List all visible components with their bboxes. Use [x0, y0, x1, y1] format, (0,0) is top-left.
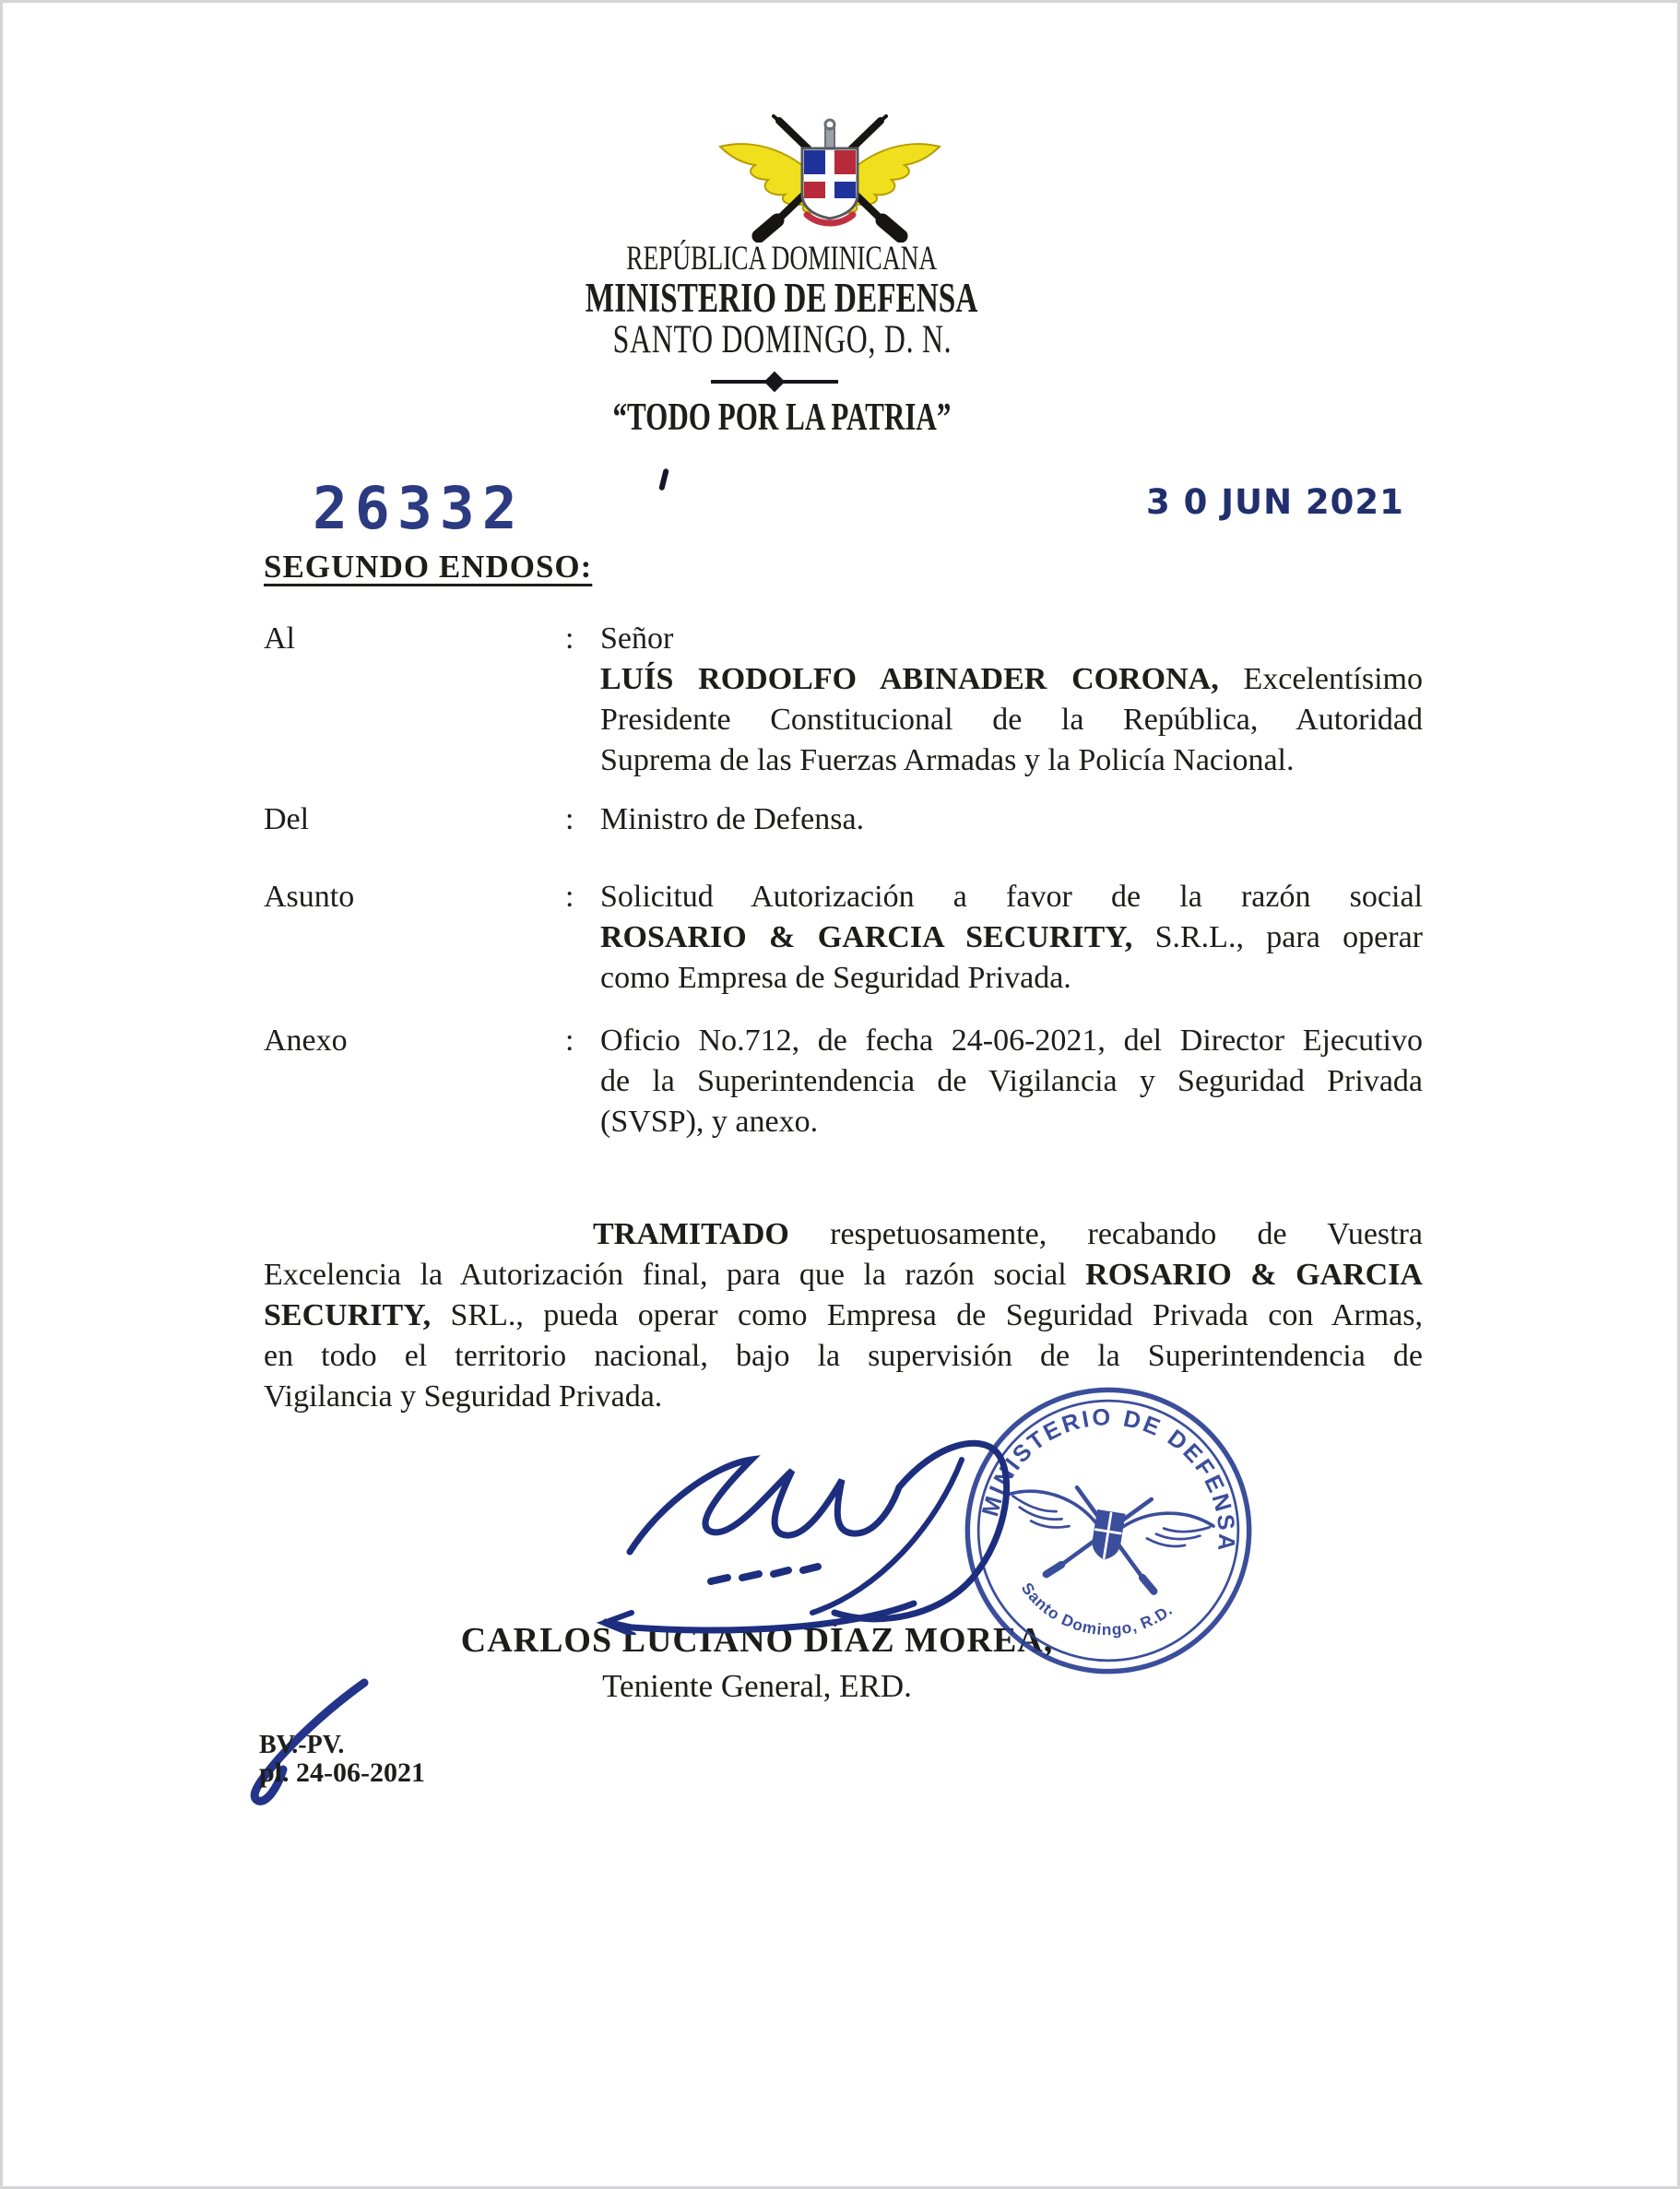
header-country [3, 239, 1561, 278]
field-anexo [264, 1021, 1423, 1142]
field-anexo-line1: Oficio No.712, de fecha 24-06-2021, del Director Ejecutivo [600, 1024, 1423, 1058]
signatory-name: CARLOS LUCIANO DÍAZ MOREA, [460, 1621, 1054, 1660]
field-asunto [264, 877, 1423, 999]
company-name-body-1: ROSARIO & GARCIA [1085, 1258, 1423, 1292]
signatory-rank: Teniente General, ERD. [602, 1668, 912, 1704]
field-asunto-line3: como Empresa de Seguridad Privada. [600, 961, 1071, 995]
field-al-label: Al [264, 621, 295, 656]
header-city [3, 317, 1561, 362]
dominican-shield-icon [802, 148, 858, 219]
seal-arc-top-label: MINISTERIO DE DEFENSA [977, 1404, 1240, 1555]
body-line3-rest: SRL., pueda operar como Empresa de Seguridad Privada con Armas, [431, 1298, 1423, 1332]
section-heading: SEGUNDO ENDOSO: [264, 549, 593, 585]
field-al [264, 619, 1423, 781]
header-motto [3, 396, 1561, 440]
field-asunto-label: Asunto [264, 880, 355, 914]
field-anexo-line3: (SVSP), y anexo. [600, 1105, 819, 1139]
field-anexo-colon: : [565, 1024, 574, 1058]
field-del-line1: Ministro de Defensa. [600, 802, 865, 836]
date-stamp: 3 0 JUN 2021 [1146, 482, 1404, 522]
field-asunto-line1: Solicitud Autorización a favor de la razón social [600, 880, 1423, 914]
field-al-line3: Presidente Constitucional de la República, Autoridad [600, 703, 1423, 737]
field-del-colon: : [565, 802, 574, 836]
field-del-label: Del [264, 802, 310, 836]
field-asunto-value [600, 877, 1423, 999]
field-anexo-line2: de la Superintendencia de Vigilancia y Seguridad Privada [600, 1064, 1423, 1098]
body-line4: en todo el territorio nacional, bajo la supervisión de la Superintendencia de [264, 1339, 1423, 1373]
body-line5: Vigilancia y Seguridad Privada. [264, 1379, 663, 1414]
field-asunto-line2-rest: S.R.L., para operar [1132, 920, 1423, 954]
header-country-text: REPÚBLICA DOMINICANA [626, 240, 938, 278]
body-line1-rest: respetuosamente, recabando de Vuestra [788, 1217, 1423, 1251]
body-line2-pre: Excelencia la Autorización final, para que la razón social [264, 1258, 1086, 1292]
body-line1 [264, 1214, 1423, 1255]
footnote-date-note: pl. 24-06-2021 [259, 1757, 425, 1788]
field-asunto-line2 [600, 917, 1423, 958]
field-al-line4: Suprema de las Fuerzas Armadas y la Policía Nacional. [600, 743, 1295, 777]
body-line3 [264, 1296, 1423, 1336]
field-anexo-label: Anexo [264, 1024, 348, 1058]
seal-arc-bottom-label: Santo Domingo, R.D. [1017, 1579, 1177, 1639]
header-ministry-text: MINISTERIO DE DEFENSA [586, 275, 978, 321]
header-divider [711, 375, 838, 388]
field-asunto-colon: : [565, 880, 574, 914]
body-line2 [264, 1255, 1423, 1296]
field-al-line2-rest: Excelentísimo [1218, 662, 1423, 696]
company-name-body-2: SECURITY, [264, 1298, 432, 1332]
field-al-line2 [600, 659, 1423, 700]
divider-diamond-icon [764, 372, 786, 393]
header-ministry [3, 274, 1561, 322]
field-al-value [600, 619, 1423, 781]
footnote-initials: BV.-PV. [259, 1731, 345, 1759]
signature-scrawl-icon [574, 1423, 1017, 1635]
field-al-line1: Señor [600, 621, 674, 656]
field-del-value [600, 799, 1423, 840]
ink-tick-mark [658, 468, 669, 491]
body-paragraph [264, 1214, 1423, 1417]
ministry-coat-of-arms-emblem [705, 113, 954, 243]
shield-crest-icon [825, 120, 834, 148]
header-motto-text: “TODO POR LA PATRIA” [612, 396, 952, 439]
registry-number-stamp: 26332 [313, 475, 525, 542]
field-al-colon: : [565, 621, 574, 656]
recipient-name: LUÍS RODOLFO ABINADER CORONA, [600, 662, 1219, 696]
field-anexo-value [600, 1021, 1423, 1142]
header-city-text: SANTO DOMINGO, D. N. [612, 318, 952, 361]
company-name: ROSARIO & GARCIA SECURITY, [600, 920, 1133, 954]
field-del [264, 799, 1423, 840]
tramitado-word: TRAMITADO [593, 1217, 789, 1251]
